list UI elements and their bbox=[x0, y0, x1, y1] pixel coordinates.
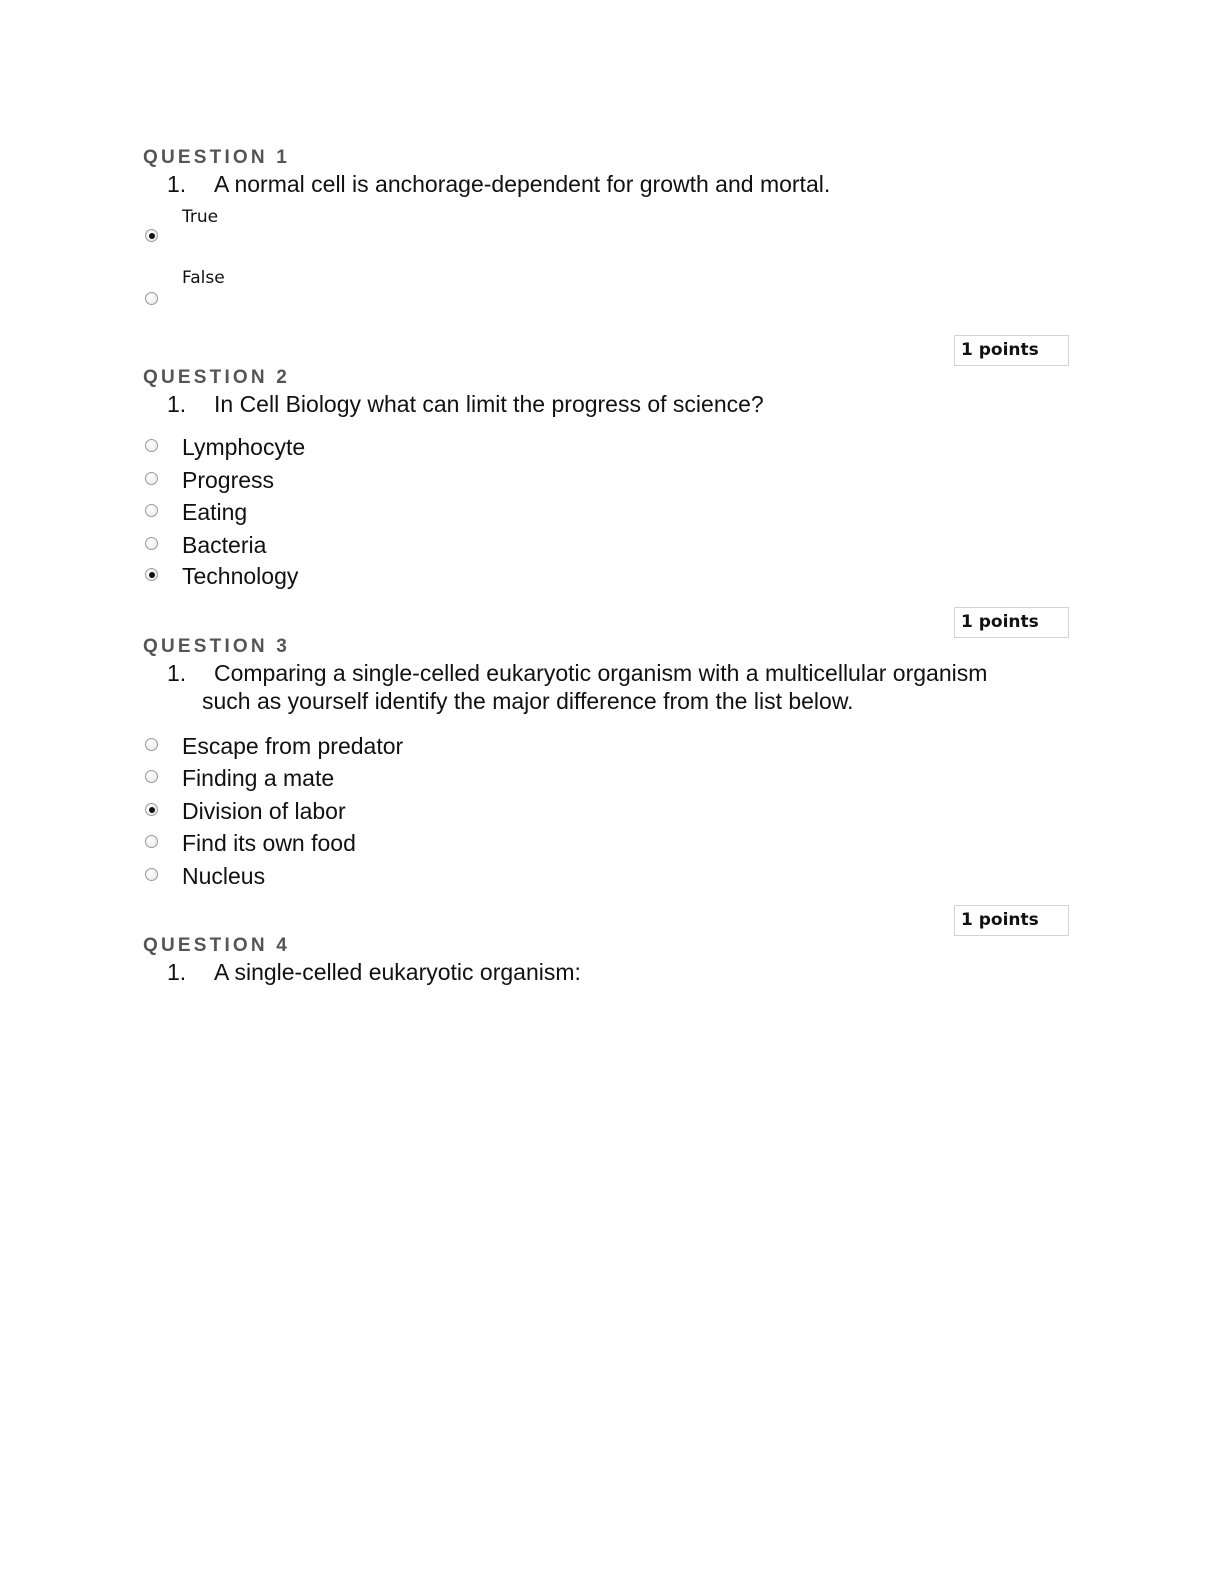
question-3-number: 1. bbox=[167, 660, 187, 686]
question-1-heading: QUESTION 1 bbox=[143, 147, 291, 168]
question-2-option-lymphocyte-label: Lymphocyte bbox=[182, 434, 306, 460]
question-2-prompt: In Cell Biology what can limit the progress of science? bbox=[214, 391, 764, 417]
question-2-option-technology-radio[interactable] bbox=[145, 568, 158, 581]
question-1-option-false-radio[interactable] bbox=[145, 292, 158, 305]
question-1-option-true-label: True bbox=[182, 207, 219, 227]
question-3-heading: QUESTION 3 bbox=[143, 636, 291, 657]
question-2-option-lymphocyte-radio[interactable] bbox=[145, 439, 158, 452]
question-4-points-badge: 1 points bbox=[954, 905, 1069, 936]
question-3-option-nucleus-label: Nucleus bbox=[182, 863, 266, 889]
question-3-points-badge: 1 points bbox=[954, 607, 1069, 638]
question-3-option-escape-label: Escape from predator bbox=[182, 733, 404, 759]
question-3-option-mate-label: Finding a mate bbox=[182, 765, 335, 791]
question-4-heading: QUESTION 4 bbox=[143, 935, 291, 956]
question-3-text bbox=[167, 659, 1027, 715]
question-3-option-mate-radio[interactable] bbox=[145, 770, 158, 783]
question-2-heading: QUESTION 2 bbox=[143, 367, 291, 388]
question-2-option-technology-label: Technology bbox=[182, 563, 299, 589]
question-2-option-progress-label: Progress bbox=[182, 467, 275, 493]
question-3-prompt-line-1: Comparing a single-celled eukaryotic organism with a multicellular organism bbox=[214, 660, 988, 686]
question-3-option-division-label: Division of labor bbox=[182, 798, 346, 824]
question-2-option-bacteria-label: Bacteria bbox=[182, 532, 267, 558]
question-1-prompt: A normal cell is anchorage-dependent for growth and mortal. bbox=[214, 171, 831, 197]
question-2-option-eating-radio[interactable] bbox=[145, 504, 158, 517]
question-3-option-escape-radio[interactable] bbox=[145, 738, 158, 751]
question-3-option-food-radio[interactable] bbox=[145, 835, 158, 848]
question-3-option-nucleus-radio[interactable] bbox=[145, 868, 158, 881]
question-2-text bbox=[167, 390, 1027, 418]
question-1-number: 1. bbox=[167, 171, 187, 197]
question-4-prompt: A single-celled eukaryotic organism: bbox=[214, 959, 581, 985]
question-2-option-progress-radio[interactable] bbox=[145, 472, 158, 485]
question-3-option-division-radio[interactable] bbox=[145, 803, 158, 816]
question-2-option-bacteria-radio[interactable] bbox=[145, 537, 158, 550]
question-1-option-true-radio[interactable] bbox=[145, 229, 158, 242]
question-4-number: 1. bbox=[167, 959, 187, 985]
question-3-prompt-line-2: such as yourself identify the major difference from the list below. bbox=[202, 688, 854, 714]
question-2-number: 1. bbox=[167, 391, 187, 417]
question-3-option-food-label: Find its own food bbox=[182, 830, 356, 856]
question-4-text bbox=[167, 958, 1027, 986]
question-2-points-badge: 1 points bbox=[954, 335, 1069, 366]
question-2-option-eating-label: Eating bbox=[182, 499, 248, 525]
question-1-option-false-label: False bbox=[182, 268, 225, 288]
question-1-text bbox=[167, 170, 1027, 198]
